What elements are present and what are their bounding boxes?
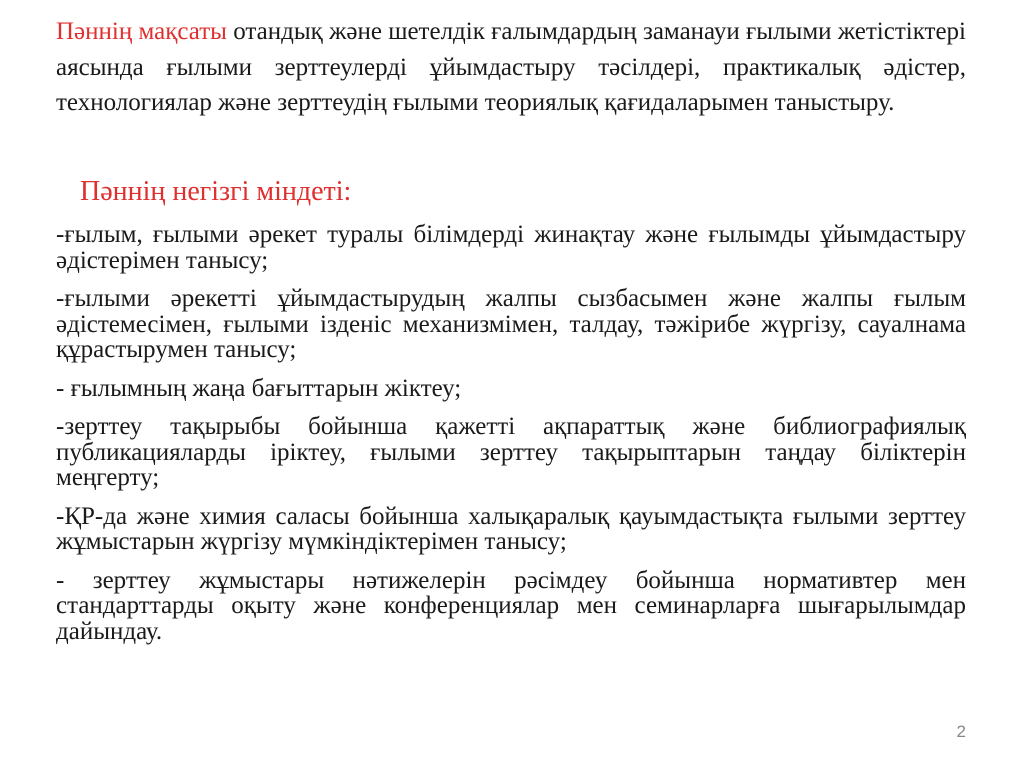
task-item: -ғылыми әрекетті ұйымдастырудың жалпы сызбасымен және жалпы ғылым әдістемесімен, ғылыми ізденіс механизмімен, талдау, тәжірибе жүргізу, сауалнама құрастырумен танысу; <box>56 285 966 363</box>
task-item: -зерттеу тақырыбы бойынша қажетті ақпараттық және библиографиялық публикацияларды іріктеу, ғылыми зерттеу тақырыптарын таңдау біліктерін меңгерту; <box>56 413 966 491</box>
task-item: - зерттеу жұмыстары нәтижелерін рәсімдеу бойынша нормативтер мен стандарттарды оқыту және конференциялар мен семинарларға шығарылымдар дайындау. <box>56 566 966 645</box>
task-item: -ғылым, ғылыми әрекет туралы білімдерді жинақтау және ғылымды ұйымдастыру әдістерімен танысу; <box>56 221 966 274</box>
page-number: 2 <box>956 722 966 741</box>
main-tasks-heading: Пәннің негізгі міндеті: <box>80 176 352 207</box>
course-goal-text: отандық және шетелдік ғалымдардың заманауи ғылыми жетістіктері аясында ғылыми зерттеулерді ұйымдастыру тәсілдері, практикалық әдістер, технологиялар және зерттеудің ғылыми теориялық қағидаларымен таныстыру. <box>56 18 966 116</box>
main-tasks-list <box>56 222 966 657</box>
course-goal-paragraph <box>56 14 966 121</box>
task-item: -ҚР-да және химия саласы бойынша халықаралық қауымдастықта ғылыми зерттеу жұмыстарын жүргізу мүмкіндіктерімен танысу; <box>56 502 966 555</box>
task-item: - ғылымның жаңа бағыттарын жіктеу; <box>56 374 462 402</box>
course-goal-label: Пәннің мақсаты <box>56 18 227 45</box>
